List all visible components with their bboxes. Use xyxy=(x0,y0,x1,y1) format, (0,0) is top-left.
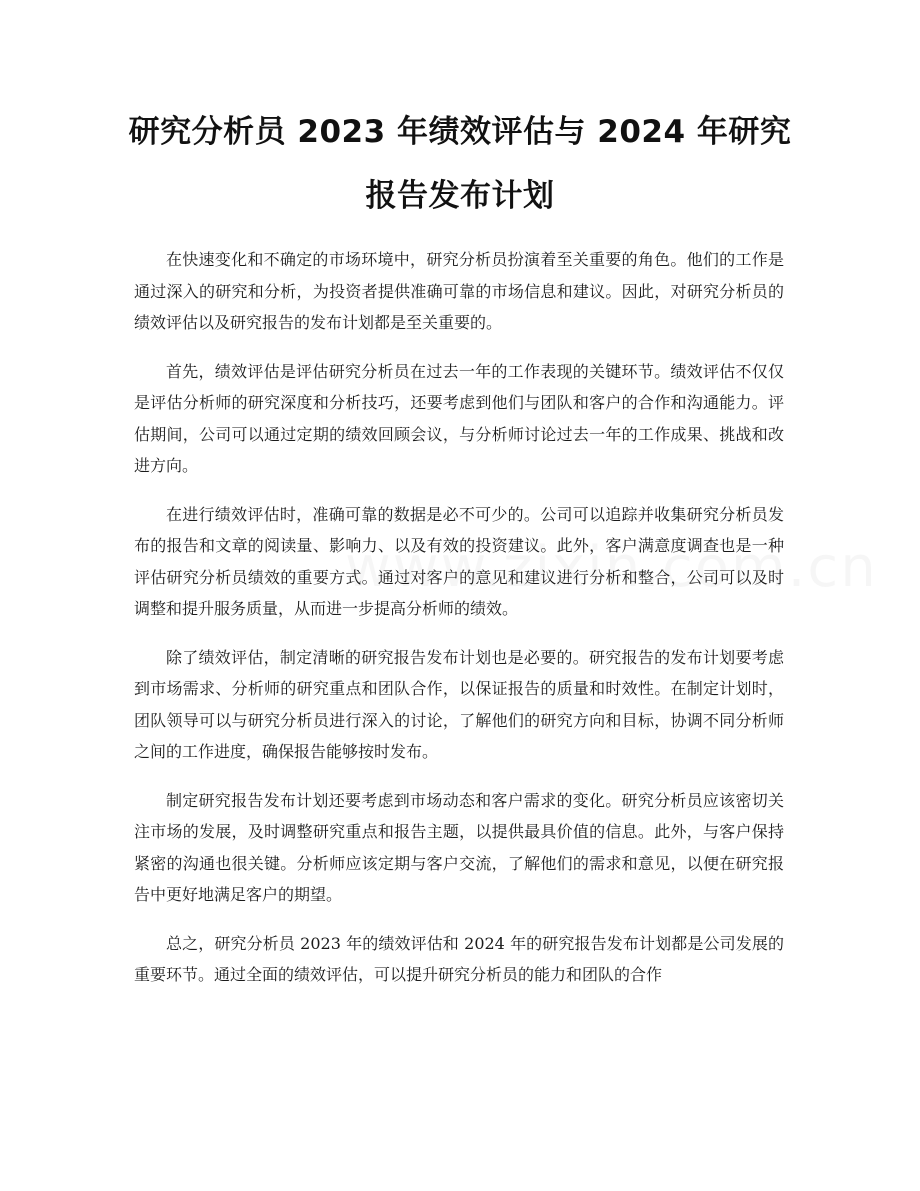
paragraph-publication-plan: 除了绩效评估，制定清晰的研究报告发布计划也是必要的。研究报告的发布计划要考虑到市场需求、分析师的研究重点和团队合作，以保证报告的质量和时效性。在制定计划时，团队领导可以与研究分析员进行深入的讨论，了解他们的研究方向和目标，协调不同分析师之间的工作进度，确保报告能够按时发布。 xyxy=(134,647,784,761)
document-body xyxy=(134,244,784,1008)
document-title xyxy=(100,100,820,228)
paragraph-summary: 总之，研究分析员 2023 年的绩效评估和 2024 年的研究报告发布计划都是公司发展的重要环节。通过全面的绩效评估，可以提升研究分析员的能力和团队的合作 xyxy=(134,933,784,984)
paragraph-market-dynamics: 制定研究报告发布计划还要考虑到市场动态和客户需求的变化。研究分析员应该密切关注市场的发展，及时调整研究重点和报告主题，以提供最具价值的信息。此外，与客户保持紧密的沟通也很关键。分析师应该定期与客户交流，了解他们的需求和意见，以便在研究报告中更好地满足客户的期望。 xyxy=(134,790,784,904)
paragraph-intro: 在快速变化和不确定的市场环境中，研究分析员扮演着至关重要的角色。他们的工作是通过深入的研究和分析，为投资者提供准确可靠的市场信息和建议。因此，对研究分析员的绩效评估以及研究报告的发布计划都是至关重要的。 xyxy=(134,250,784,332)
paragraph-data: 在进行绩效评估时，准确可靠的数据是必不可少的。公司可以追踪并收集研究分析员发布的报告和文章的阅读量、影响力、以及有效的投资建议。此外，客户满意度调查也是一种评估研究分析员绩效的重要方式。通过对客户的意见和建议进行分析和整合，公司可以及时调整和提升服务质量，从而进一步提高分析师的绩效。 xyxy=(134,504,784,618)
paragraph-evaluation: 首先，绩效评估是评估研究分析员在过去一年的工作表现的关键环节。绩效评估不仅仅是评估分析师的研究深度和分析技巧，还要考虑到他们与团队和客户的合作和沟通能力。评估期间，公司可以通过定期的绩效回顾会议，与分析师讨论过去一年的工作成果、挑战和改进方向。 xyxy=(134,361,784,475)
title-line-1: 研究分析员 2023 年绩效评估与 2024 年研究 xyxy=(128,114,792,150)
title-line-2: 报告发布计划 xyxy=(365,178,555,214)
